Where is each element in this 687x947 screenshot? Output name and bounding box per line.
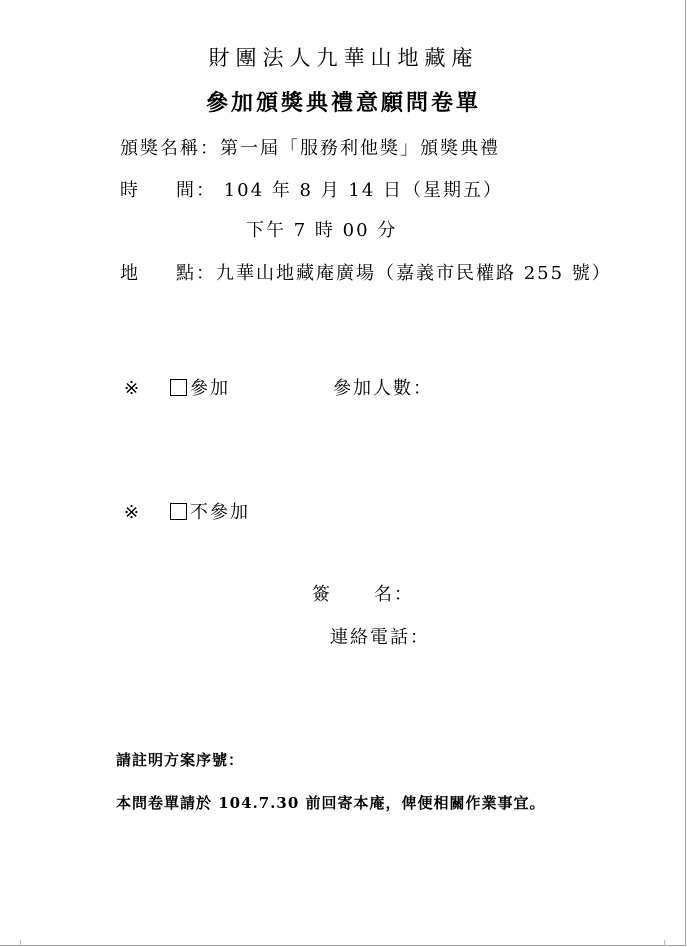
phone-label: 連絡電話： xyxy=(330,627,430,648)
award-name-row xyxy=(120,134,500,160)
time-row xyxy=(120,176,503,202)
place-label-start: 地 xyxy=(120,263,140,284)
not-attend-label: 不參加 xyxy=(190,502,250,523)
place-label-end: 點： xyxy=(176,263,216,284)
attend-option xyxy=(124,374,230,400)
reference-mark-icon: ※ xyxy=(124,378,142,399)
award-name-label: 頒獎名稱： xyxy=(120,138,220,159)
not-attend-option xyxy=(124,498,250,524)
signature-label-end: 名： xyxy=(374,584,414,605)
award-name-value: 第一屆「服務利他獎」頒獎典禮 xyxy=(220,138,500,159)
time-date-value: 104 年 8 月 14 日（星期五） xyxy=(223,180,504,201)
signature-row xyxy=(312,580,414,606)
document-title: 參加頒獎典禮意願問卷單 xyxy=(205,90,481,116)
attend-label: 參加 xyxy=(190,378,230,399)
not-attend-checkbox[interactable] xyxy=(170,503,187,520)
plan-number-note: 請註明方案序號： xyxy=(116,751,245,769)
place-value: 九華山地藏庵廣場（嘉義市民權路 255 號） xyxy=(216,263,612,284)
attend-checkbox[interactable] xyxy=(170,379,187,396)
attend-count-label: 參加人數： xyxy=(333,378,433,399)
page-corner-mark-right xyxy=(664,940,665,946)
page-corner-mark-left xyxy=(20,940,21,946)
time-hour-value: 下午 7 時 00 分 xyxy=(246,220,398,241)
organization-name: 財團法人九華山地藏庵 xyxy=(208,46,479,70)
signature-label-start: 簽 xyxy=(312,584,332,605)
return-deadline-note: 本問卷單請於 104.7.30 前回寄本庵，俾便相關作業事宜。 xyxy=(116,794,546,812)
time-label-start: 時 xyxy=(120,180,140,201)
time-label-end: 間： xyxy=(176,180,216,201)
place-row xyxy=(120,259,612,285)
reference-mark-icon: ※ xyxy=(124,502,142,523)
